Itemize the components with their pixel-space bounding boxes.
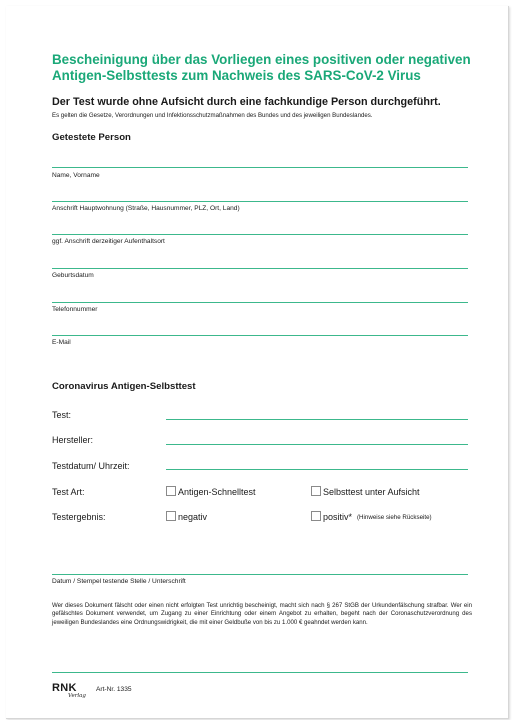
option-label-positive: positiv* (323, 512, 353, 522)
field-label-birthdate: Geburtsdatum (52, 272, 94, 279)
field-label-address: Anschrift Hauptwohnung (Straße, Hausnummer, PLZ, Ort, Land) (52, 205, 240, 212)
field-line-test-date[interactable] (166, 469, 468, 470)
form-subtitle: Der Test wurde ohne Aufsicht durch eine fachkundige Person durchgeführt. (52, 96, 441, 108)
rnk-logo: RNK (52, 682, 77, 694)
field-label-current-address: ggf. Anschrift derzeitiger Aufenthaltsort (52, 238, 165, 245)
field-line-name[interactable] (52, 167, 468, 168)
form-title: Bescheinigung über das Vorliegen eines positiven oder negativen Antigen-Selbsttests zum Nachweis des SARS-CoV-2 Virus (52, 52, 471, 83)
field-line-manufacturer[interactable] (166, 444, 468, 445)
checkbox-supervised-self-test[interactable] (311, 486, 321, 496)
row-label-manufacturer: Hersteller: (52, 435, 94, 445)
rnk-logo-sub: Verlag (68, 693, 86, 699)
field-line-phone[interactable] (52, 302, 468, 303)
article-number: Art-Nr. 1335 (96, 686, 132, 693)
field-line-test[interactable] (166, 419, 468, 420)
checkbox-antigen-rapid-test[interactable] (166, 486, 176, 496)
option-label-supervised-self-test: Selbsttest unter Aufsicht (323, 487, 420, 497)
field-label-phone: Telefonnummer (52, 306, 98, 313)
checkbox-negative[interactable] (166, 511, 176, 521)
section-heading-test: Coronavirus Antigen-Selbsttest (52, 381, 196, 392)
row-label-test-type: Test Art: (52, 487, 85, 497)
signature-label: Datum / Stempel testende Stelle / Unterschrift (52, 578, 186, 585)
positive-hint: (Hinweise siehe Rückseite) (357, 514, 432, 521)
option-label-negative: negativ (178, 512, 208, 522)
checkbox-positive[interactable] (311, 511, 321, 521)
field-line-birthdate[interactable] (52, 268, 468, 269)
row-label-test: Test: (52, 410, 72, 420)
option-label-antigen-rapid-test: Antigen-Schnelltest (178, 487, 256, 497)
legal-text: Wer dieses Dokument fälscht oder einen nicht erfolgten Test unrichtig bescheinigt, macht sich nach § 267 StGB der Urkundenfälschung strafbar. Wer ein gefälschtes Dokument verwendet, um Zugang zu einer Einrichtung oder einem Angebot zu erhalten, begeht nach der Coronaschutzverordnung des jeweiligen Bundeslandes eine Ordnungswidrigkeit, die mit einer Geldbuße von bis zu 1.000 € geahndet werden kann. (52, 602, 472, 626)
footer-line (52, 672, 468, 673)
row-label-test-result: Testergebnis: (52, 512, 106, 522)
field-label-email: E-Mail (52, 339, 71, 346)
field-line-current-address[interactable] (52, 234, 468, 235)
field-line-email[interactable] (52, 335, 468, 336)
field-label-name: Name, Vorname (52, 172, 100, 179)
section-heading-person: Getestete Person (52, 132, 131, 143)
signature-line[interactable] (52, 574, 468, 575)
field-line-address[interactable] (52, 201, 468, 202)
row-label-test-date: Testdatum/ Uhrzeit: (52, 461, 130, 471)
legal-note: Es gelten die Gesetze, Verordnungen und Infektionsschutzmaßnahmen des Bundes und des jeweiligen Bundeslandes. (52, 112, 373, 119)
